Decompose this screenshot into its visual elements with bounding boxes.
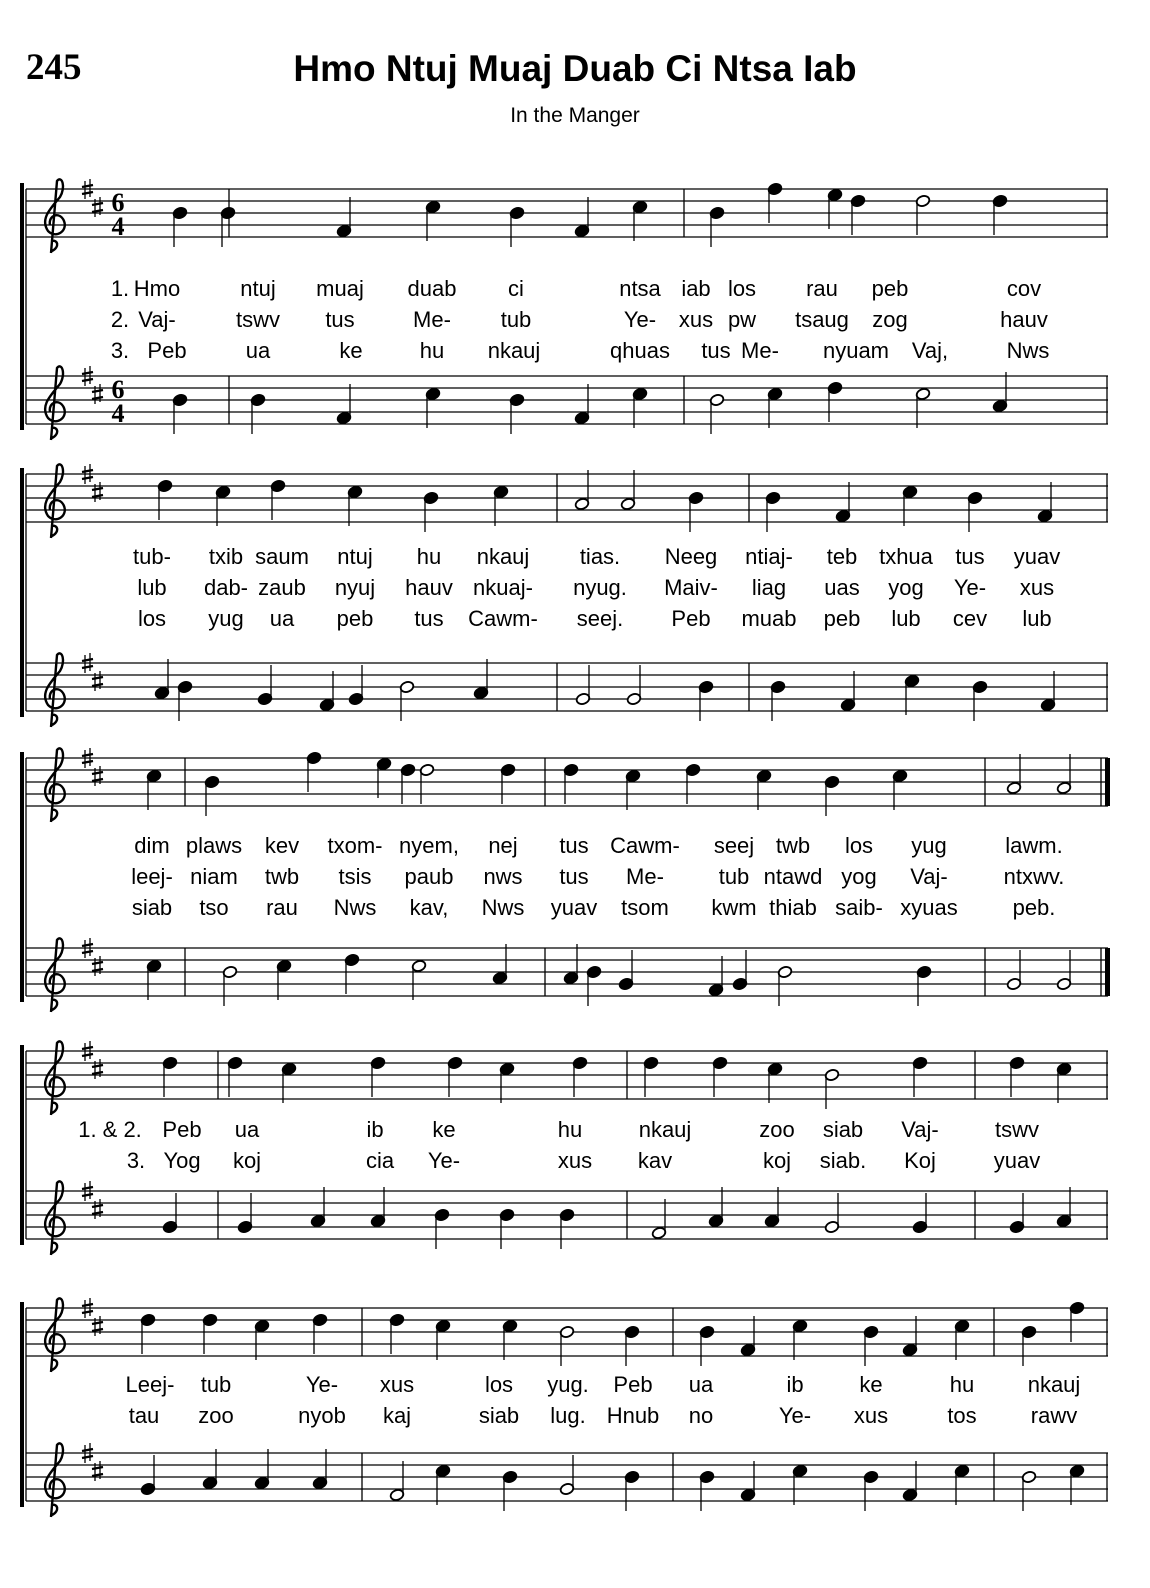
lyric-syllable: cev — [952, 606, 988, 631]
treble-clef-icon — [45, 366, 65, 440]
lyric-syllable: ua — [245, 338, 271, 363]
lyric-syllable: siab — [131, 895, 173, 920]
lyric-syllable: lub — [1022, 606, 1052, 631]
lyric-syllable: Cawm- — [468, 606, 538, 631]
lyric-syllable: Yog — [163, 1148, 201, 1173]
lyric-syllable: pw — [727, 307, 757, 332]
lyric-syllable: seej. — [576, 606, 624, 631]
lyric-syllable: xus — [1019, 575, 1055, 600]
sharp-icon — [92, 1059, 103, 1079]
lyric-syllable: nws — [483, 864, 523, 889]
lyric-syllable: rau — [806, 276, 838, 301]
lyric-syllable: nkauj — [638, 1117, 692, 1142]
lyric-syllable: siab. — [819, 1148, 867, 1173]
lyric-syllable: lug. — [550, 1403, 586, 1428]
lyric-syllable: koj — [232, 1148, 262, 1173]
lyric-syllable: Hmo — [133, 276, 181, 301]
lyric-syllable: nkauj — [476, 544, 530, 569]
lyric-syllable: tus — [955, 544, 985, 569]
treble-clef-icon — [45, 1298, 65, 1372]
lyric-syllable: txom- — [327, 833, 383, 858]
sharp-icon — [92, 671, 103, 691]
lyric-syllable: qhuas — [610, 338, 670, 363]
lyric-syllable: cia — [365, 1148, 395, 1173]
lyric-syllable: Me- — [413, 307, 451, 332]
lyric-syllable: yug. — [547, 1372, 589, 1397]
lyric-syllable: los — [137, 606, 167, 631]
lyric-syllable: tswv — [995, 1117, 1039, 1142]
lyric-syllable: zoo — [198, 1403, 234, 1428]
treble-clef-icon — [45, 179, 65, 253]
sharp-icon — [92, 384, 103, 404]
lyric-syllable: ke — [432, 1117, 456, 1142]
lyric-syllable: lub — [891, 606, 921, 631]
lyric-syllable: yuav — [993, 1148, 1041, 1173]
lyric-syllable: muaj — [316, 276, 364, 301]
treble-clef-icon — [45, 653, 65, 727]
hymn-subtitle: In the Manger — [510, 104, 640, 127]
lyric-syllable: iab — [681, 276, 711, 301]
treble-clef-icon — [45, 748, 65, 822]
lyric-syllable: tus — [701, 338, 731, 363]
lyric-syllable: Ye- — [305, 1372, 339, 1397]
lyric-syllable: ua — [688, 1372, 714, 1397]
lyric-syllable: lawm. — [1005, 833, 1063, 858]
lyric-syllable: saib- — [835, 895, 883, 920]
lyric-syllable: kwm — [711, 895, 757, 920]
lyric-syllable: Peb — [671, 606, 711, 631]
lyric-syllable: no — [688, 1403, 714, 1428]
melody-staff-2 — [26, 464, 1108, 538]
lyric-syllable: nyuj — [334, 575, 376, 600]
lyric-syllable: Neeg — [664, 544, 718, 569]
time-signature — [112, 188, 125, 241]
lyric-syllable: tswv — [236, 307, 280, 332]
lyric-syllable: nkauj — [487, 338, 541, 363]
lyric-syllable: 3. — [110, 338, 130, 363]
lyric-syllable: hauv — [405, 575, 453, 600]
lyric-syllable: peb — [823, 606, 861, 631]
lyric-syllable: tsis — [338, 864, 372, 889]
lyric-syllable: tub- — [133, 544, 171, 569]
lyric-syllable: rawv — [1030, 1403, 1078, 1428]
lyric-syllable: ua — [234, 1117, 260, 1142]
sharp-icon — [92, 1316, 103, 1336]
lyric-syllable: yog — [888, 575, 924, 600]
lyric-syllable: tub — [500, 307, 532, 332]
lyric-syllable: Vaj, — [911, 338, 949, 363]
lyric-syllable: ntxwv. — [1003, 864, 1065, 889]
lyric-syllable: Peb — [613, 1372, 653, 1397]
lyric-syllable: nyug. — [573, 575, 627, 600]
lyric-syllable: kaj — [382, 1403, 412, 1428]
lyric-syllable: Leej- — [125, 1372, 175, 1397]
lyric-syllable: hu — [416, 544, 442, 569]
lyric-syllable: Cawm- — [610, 833, 680, 858]
lyric-syllable: tsaug — [795, 307, 849, 332]
lyric-syllable: 1. & 2. — [78, 1117, 142, 1142]
lyric-syllable: thiab — [769, 895, 817, 920]
lyric-syllable: Ye- — [953, 575, 987, 600]
treble-clef-icon — [45, 464, 65, 538]
lyric-syllable: ci — [508, 276, 524, 301]
lyric-syllable: tos — [947, 1403, 977, 1428]
harmony-staff-4 — [26, 1181, 1108, 1255]
lyric-syllable: nkuaj- — [473, 575, 533, 600]
lyric-syllable: tus — [325, 307, 355, 332]
lyric-syllable: ib — [366, 1117, 384, 1142]
lyric-syllable: seej — [713, 833, 755, 858]
time-signature — [112, 375, 125, 428]
time-signature-bottom: 4 — [111, 212, 125, 241]
sharp-icon — [92, 1461, 103, 1481]
lyric-syllable: zaub — [258, 575, 306, 600]
treble-clef-icon — [45, 938, 65, 1012]
lyric-syllable: xus — [379, 1372, 415, 1397]
lyric-syllable: nej — [488, 833, 518, 858]
lyric-syllable: Me- — [741, 338, 779, 363]
lyric-syllable: peb — [336, 606, 374, 631]
lyric-syllable: nyem, — [399, 833, 459, 858]
lyric-syllable: twb — [264, 864, 300, 889]
lyric-syllable: duab — [407, 276, 457, 301]
lyric-syllable: siab — [822, 1117, 864, 1142]
lyric-syllable: Me- — [626, 864, 664, 889]
lyric-syllable: Nws — [333, 895, 377, 920]
time-signature-bottom: 4 — [111, 399, 125, 428]
lyric-syllable: 1. — [110, 276, 130, 301]
lyric-syllable: Vaj- — [910, 864, 948, 889]
lyric-syllable: ntuj — [240, 276, 276, 301]
lyric-syllable: Hnub — [606, 1403, 660, 1428]
sharp-icon — [92, 766, 103, 786]
lyric-syllable: dab- — [203, 575, 249, 600]
harmony-staff-1 — [26, 366, 1108, 440]
lyric-syllable: tsom — [621, 895, 669, 920]
lyric-syllable: Nws — [481, 895, 525, 920]
lyric-syllable: ua — [269, 606, 295, 631]
lyric-syllable: Vaj- — [901, 1117, 939, 1142]
hymn-number: 245 — [26, 47, 82, 88]
lyric-syllable: los — [844, 833, 874, 858]
time-signature-top: 6 — [111, 375, 125, 404]
lyric-syllable: xus — [853, 1403, 889, 1428]
lyric-syllable: niam — [190, 864, 238, 889]
lyric-syllable: Vaj- — [138, 307, 176, 332]
lyric-syllable: ntiaj- — [745, 544, 793, 569]
lyric-syllable: Ye- — [778, 1403, 812, 1428]
lyric-syllable: peb — [871, 276, 909, 301]
lyric-syllable: ntsa — [619, 276, 661, 301]
lyric-syllable: Nws — [1006, 338, 1050, 363]
lyric-syllable: los — [727, 276, 757, 301]
lyric-syllable: Ye- — [623, 307, 657, 332]
lyric-syllable: saum — [255, 544, 309, 569]
lyric-syllable: hauv — [1000, 307, 1048, 332]
lyric-syllable: yug — [911, 833, 947, 858]
lyric-syllable: cov — [1006, 276, 1042, 301]
lyric-syllable: tus — [559, 864, 589, 889]
lyric-syllable: tau — [128, 1403, 160, 1428]
melody-staff-5 — [26, 1298, 1108, 1372]
lyric-syllable: muab — [741, 606, 797, 631]
lyric-syllable: yuav — [550, 895, 598, 920]
treble-clef-icon — [45, 1041, 65, 1115]
lyric-syllable: rau — [266, 895, 298, 920]
harmony-staff-5 — [26, 1443, 1108, 1517]
sharp-icon — [92, 482, 103, 502]
lyric-syllable: Peb — [147, 338, 187, 363]
lyric-syllable: tus — [559, 833, 589, 858]
lyric-syllable: hu — [949, 1372, 975, 1397]
lyric-syllable: txib — [208, 544, 244, 569]
lyric-syllable: twb — [775, 833, 811, 858]
lyric-syllable: kav, — [409, 895, 449, 920]
lyric-syllable: tias. — [579, 544, 621, 569]
hymn-title: Hmo Ntuj Muaj Duab Ci Ntsa Iab — [293, 48, 857, 89]
melody-staff-1 — [26, 179, 1108, 253]
lyric-syllable: ke — [339, 338, 363, 363]
lyric-syllable: tub — [200, 1372, 232, 1397]
treble-clef-icon — [45, 1181, 65, 1255]
lyric-syllable: ntawd — [763, 864, 823, 889]
lyric-syllable: paub — [404, 864, 454, 889]
lyric-syllable: kev — [264, 833, 300, 858]
lyric-syllable: plaws — [185, 833, 243, 858]
lyric-syllable: liag — [751, 575, 787, 600]
lyric-syllable: Koj — [904, 1148, 936, 1173]
lyric-syllable: xyuas — [900, 895, 958, 920]
lyric-syllable: nyuam — [822, 338, 890, 363]
lyric-syllable: siab — [478, 1403, 520, 1428]
lyric-syllable: 2. — [110, 307, 130, 332]
lyric-syllable: dim — [134, 833, 170, 858]
lyric-syllable: zoo — [759, 1117, 795, 1142]
harmony-staff-2 — [26, 653, 1108, 727]
lyric-syllable: xus — [678, 307, 714, 332]
lyric-syllable: tus — [414, 606, 444, 631]
sharp-icon — [92, 1199, 103, 1219]
lyric-syllable: teb — [826, 544, 858, 569]
lyric-syllable: yuav — [1013, 544, 1061, 569]
lyric-syllable: tub — [718, 864, 750, 889]
lyric-syllable: ntuj — [337, 544, 373, 569]
lyric-syllable: yug — [208, 606, 244, 631]
lyric-syllable: txhua — [879, 544, 933, 569]
lyric-syllable: nyob — [298, 1403, 346, 1428]
lyric-syllable: zog — [872, 307, 908, 332]
lyric-syllable: kav — [637, 1148, 673, 1173]
time-signature-top: 6 — [111, 188, 125, 217]
lyric-syllable: Ye- — [427, 1148, 461, 1173]
lyric-syllable: peb. — [1012, 895, 1056, 920]
sharp-icon — [92, 956, 103, 976]
harmony-staff-3 — [26, 938, 1108, 1012]
lyric-syllable: lub — [137, 575, 167, 600]
lyric-syllable: ke — [859, 1372, 883, 1397]
lyric-syllable: los — [484, 1372, 514, 1397]
final-bar-line-thick — [1105, 758, 1110, 806]
melody-staff-3 — [26, 748, 1108, 822]
lyric-syllable: nkauj — [1027, 1372, 1081, 1397]
lyric-syllable: hu — [419, 338, 445, 363]
lyric-syllable: ib — [786, 1372, 804, 1397]
treble-clef-icon — [45, 1443, 65, 1517]
lyric-syllable: uas — [824, 575, 860, 600]
lyric-syllable: yog — [841, 864, 877, 889]
lyric-syllable: hu — [557, 1117, 583, 1142]
melody-staff-4 — [26, 1041, 1108, 1115]
lyric-syllable: koj — [762, 1148, 792, 1173]
lyric-syllable: 3. — [126, 1148, 146, 1173]
lyric-syllable: tso — [199, 895, 229, 920]
lyric-syllable: leej- — [131, 864, 173, 889]
lyric-syllable: Maiv- — [664, 575, 718, 600]
lyric-syllable: xus — [557, 1148, 593, 1173]
sharp-icon — [92, 197, 103, 217]
final-bar-line-thick — [1105, 948, 1110, 996]
lyric-syllable: Peb — [162, 1117, 202, 1142]
